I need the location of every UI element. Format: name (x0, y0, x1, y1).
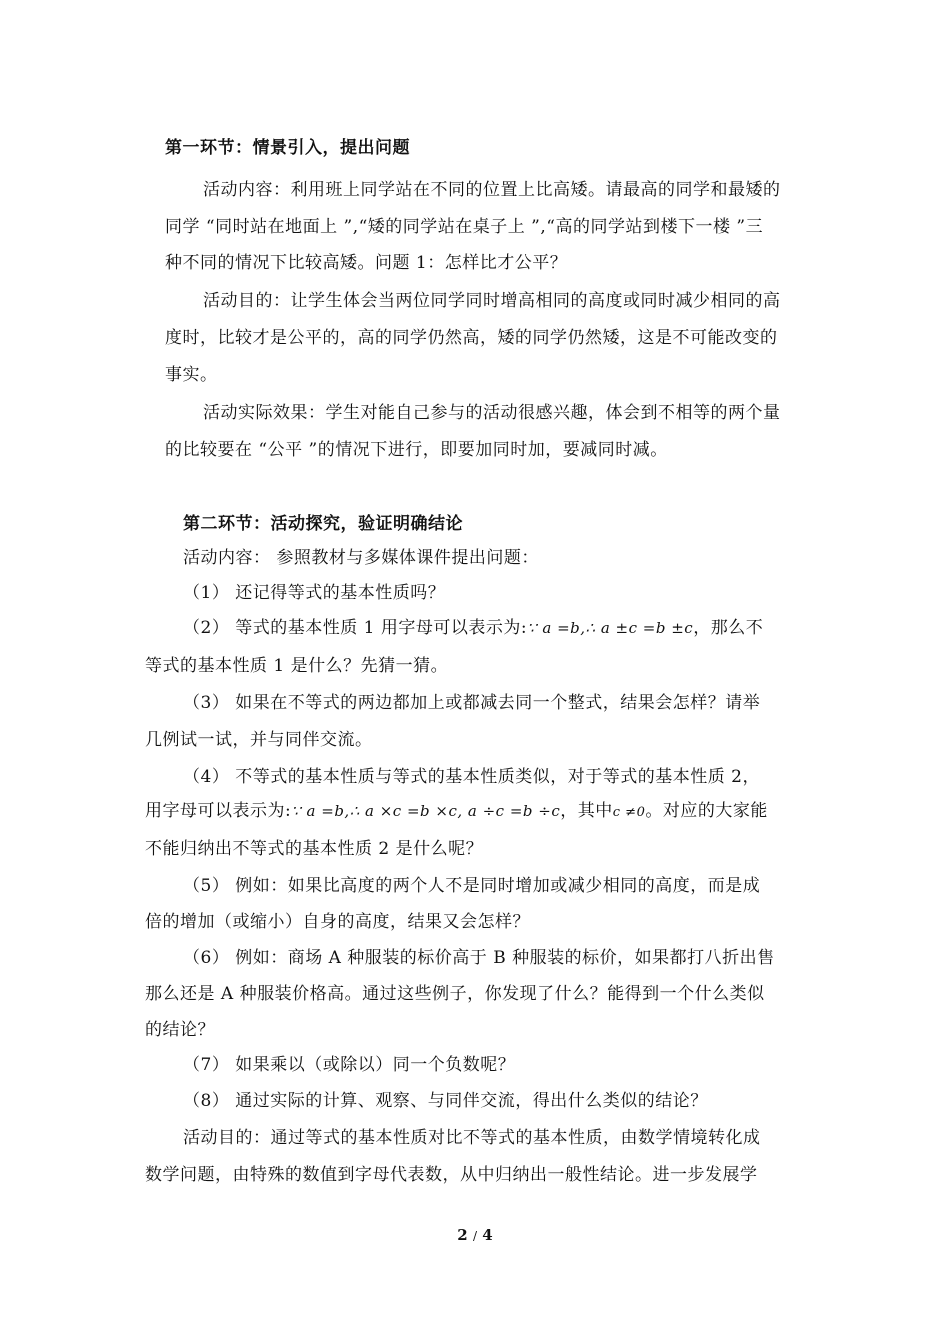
section2-intro: 活动内容： 参照教材与多媒体课件提出问题： (183, 548, 539, 568)
section2-heading: 第二环节：活动探究，验证明确结论 (183, 514, 463, 534)
equation-property-1: ∵ a =b,∴ a ±c =b ±c (527, 619, 694, 637)
section1-content-line1: 活动内容：利用班上同学站在不同的位置上比高矮。请最高的同学和最矮的 (203, 180, 781, 200)
page-number (0, 1226, 950, 1244)
page-total: 4 (482, 1226, 493, 1244)
section1-content-line3: 种不同的情况下比较高矮。问题 1：怎样比才公平？ (165, 253, 568, 273)
section2-purpose-line2: 数学问题，由特殊的数值到字母代表数，从中归纳出一般性结论。进一步发展学 (145, 1165, 758, 1185)
question-4-text: 用字母可以表示为: (145, 801, 292, 821)
question-4-text-mid: ，其中 (560, 801, 613, 821)
section2-purpose-line1: 活动目的：通过等式的基本性质对比不等式的基本性质，由数学情境转化成 (183, 1128, 761, 1148)
question-3: （3） 如果在不等式的两边都加上或都减去同一个整式，结果会怎样？请举 (183, 693, 761, 713)
equation-property-2: ∵ a =b,∴ a ×c =b ×c, a ÷c =b ÷c (291, 802, 561, 820)
section1-purpose-line3: 事实。 (165, 365, 218, 385)
section1-effect-line1: 活动实际效果：学生对能自己参与的活动很感兴趣，体会到不相等的两个量 (203, 403, 781, 423)
question-5: （5） 例如：如果比高度的两个人不是同时增加或减少相同的高度，而是成 (183, 876, 761, 896)
section1-heading: 第一环节：情景引入，提出问题 (165, 138, 410, 158)
section1-purpose-line1: 活动目的：让学生体会当两位同学同时增高相同的高度或同时减少相同的高 (203, 291, 781, 311)
section1-effect-line2: 的比较要在 “公平 ”的情况下进行，即要加同时加，要减同时减。 (165, 440, 668, 460)
question-2-text: （2） 等式的基本性质 1 用字母可以表示为: (183, 618, 528, 638)
question-6-cont2: 的结论？ (145, 1020, 215, 1040)
question-4: （4） 不等式的基本性质与等式的基本性质类似，对于等式的基本性质 2， (183, 767, 760, 787)
question-5-cont: 倍的增加（或缩小）自身的高度，结果又会怎样？ (145, 912, 530, 932)
question-2-text-end: ，那么不 (693, 618, 764, 638)
page-current: 2 (457, 1226, 468, 1244)
question-6-cont: 那么还是 A 种服装价格高。通过这些例子，你发现了什么？能得到一个什么类似 (145, 984, 765, 1004)
page-separator: / (472, 1229, 478, 1243)
question-4-cont: 不能归纳出不等式的基本性质 2 是什么呢？ (145, 839, 484, 859)
question-2-cont: 等式的基本性质 1 是什么？先猜一猜。 (145, 656, 449, 676)
condition-c-nonzero: c ≠0 (612, 805, 646, 820)
question-2 (145, 613, 763, 638)
question-4-line2 (145, 796, 768, 821)
question-1: （1） 还记得等式的基本性质吗？ (183, 583, 446, 603)
question-6: （6） 例如：商场 A 种服装的标价高于 B 种服装的标价，如果都打八折出售 (183, 948, 775, 968)
question-3-cont: 几例试一试，并与同伴交流。 (145, 730, 373, 750)
question-8: （8） 通过实际的计算、观察、与同伴交流，得出什么类似的结论？ (183, 1091, 708, 1111)
section1-content-line2: 同学 “同时站在地面上 ”,“矮的同学站在桌子上 ”,“高的同学站到楼下一楼 ”三 (165, 217, 764, 237)
section1-purpose-line2: 度时，比较才是公平的，高的同学仍然高，矮的同学仍然矮，这是不可能改变的 (165, 328, 778, 348)
question-7: （7） 如果乘以（或除以）同一个负数呢？ (183, 1055, 516, 1075)
question-4-text-end: 。对应的大家能 (645, 801, 768, 821)
